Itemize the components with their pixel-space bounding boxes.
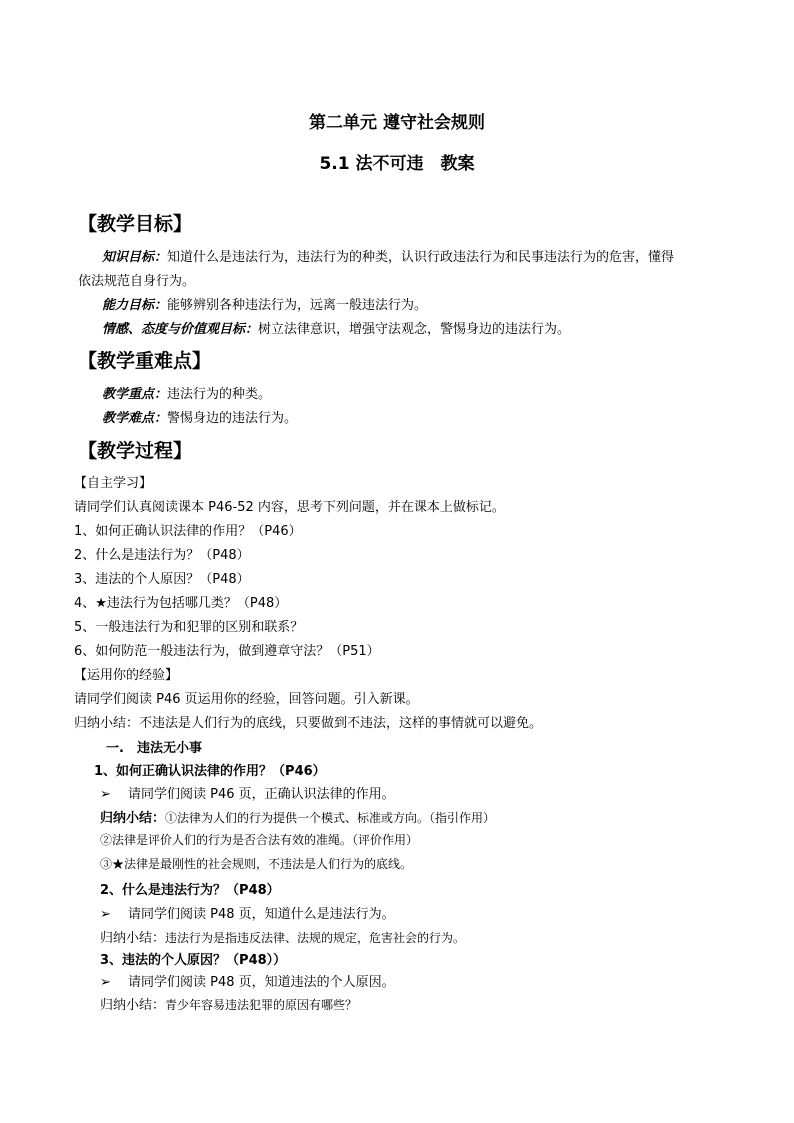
q2-read <box>100 903 395 922</box>
question-item: 5、一般违法行为和犯罪的区别和联系？ <box>74 620 304 635</box>
q1-point1: ①法律为人们的行为提供一个模式、标准或方向。（指引作用） <box>165 811 496 825</box>
question-item: 3、违法的个人原因？（P48） <box>74 572 250 587</box>
unit-title: 第二单元 遵守社会规则 <box>309 113 485 133</box>
key-difficulty-label: 教学难点： <box>102 411 168 426</box>
self-study-intro: 请同学们认真阅读课本 P46-52 内容，思考下列问题，并在课本上做标记。 <box>74 500 505 515</box>
part1-heading: 一. 违法无小事 <box>106 741 202 756</box>
q3-summary-text: 青少年容易违法犯罪的原因有哪些？ <box>165 998 358 1012</box>
emotion-goal <box>102 318 570 337</box>
knowledge-goal-label: 知识目标： <box>102 250 168 265</box>
knowledge-goal-cont: 依法规范自身行为。 <box>78 274 196 289</box>
key-focus-text: 违法行为的种类。 <box>167 387 272 402</box>
q2-heading: 2、什么是违法行为？（P48） <box>100 883 280 898</box>
arrow-bullet-icon: ➢ <box>100 975 111 990</box>
q3-heading: 3、违法的个人原因？（P48）） <box>100 953 287 968</box>
q1-summary-label: 归纳小结： <box>100 811 166 826</box>
q1-heading: 1、如何正确认识法律的作用？（P46） <box>94 764 326 779</box>
emotion-goal-text: 树立法律意识，增强守法观念，警惕身边的违法行为。 <box>258 322 571 337</box>
key-focus-label: 教学重点： <box>102 387 168 402</box>
q2-summary <box>100 927 465 946</box>
arrow-bullet-icon: ➢ <box>100 787 111 802</box>
key-difficulty-text: 警惕身边的违法行为。 <box>167 411 298 426</box>
q1-read <box>100 783 395 802</box>
self-study-heading: 【自主学习】 <box>74 476 153 491</box>
q3-read-text: 请同学们阅读 P48 页，知道违法的个人原因。 <box>128 975 395 990</box>
question-item: 1、如何正确认识法律的作用？（P46） <box>74 524 302 539</box>
section-process-heading: 【教学过程】 <box>78 440 193 462</box>
knowledge-goal <box>102 246 674 265</box>
q3-summary <box>100 994 357 1013</box>
q3-summary-label: 归纳小结： <box>100 998 166 1013</box>
ability-goal <box>102 294 427 313</box>
question-item: 6、如何防范一般违法行为，做到遵章守法？（P51） <box>74 644 380 659</box>
ability-goal-text: 能够辨别各种违法行为，远离一般违法行为。 <box>167 298 428 313</box>
q2-summary-text: 违法行为是指违反法律、法规的规定，危害社会的行为。 <box>165 931 466 945</box>
ability-goal-label: 能力目标： <box>102 298 168 313</box>
q1-point2: ②法律是评价人们的行为是否合法有效的准绳。（评价作用） <box>100 833 419 847</box>
q2-summary-label: 归纳小结： <box>100 931 166 946</box>
experience-text: 请同学们阅读 P46 页运用你的经验，回答问题。引入新课。 <box>74 692 419 707</box>
experience-heading: 【运用你的经验】 <box>74 668 179 683</box>
section-keypoints-heading: 【教学重难点】 <box>78 350 212 372</box>
arrow-bullet-icon: ➢ <box>100 907 111 922</box>
q1-summary <box>100 807 495 826</box>
q1-point3: ③★法律是最刚性的社会规则，不违法是人们行为的底线。 <box>100 857 413 871</box>
q2-read-text: 请同学们阅读 P48 页，知道什么是违法行为。 <box>128 907 395 922</box>
question-item: 4、★违法行为包括哪几类？（P48） <box>74 596 288 611</box>
q1-read-text: 请同学们阅读 P46 页，正确认识法律的作用。 <box>128 787 395 802</box>
key-difficulty <box>102 407 297 426</box>
key-focus <box>102 383 271 402</box>
lesson-title: 5.1 法不可违 教案 <box>319 154 475 174</box>
knowledge-goal-text: 知道什么是违法行为，违法行为的种类，认识行政违法行为和民事违法行为的危害，懂得 <box>167 250 675 265</box>
emotion-goal-label: 情感、态度与价值观目标： <box>102 322 259 337</box>
section-goals-heading: 【教学目标】 <box>78 213 193 235</box>
question-item: 2、什么是违法行为？（P48） <box>74 548 250 563</box>
q3-read <box>100 971 395 990</box>
experience-summary: 归纳小结：不违法是人们行为的底线，只要做到不违法，这样的事情就可以避免。 <box>74 716 543 731</box>
